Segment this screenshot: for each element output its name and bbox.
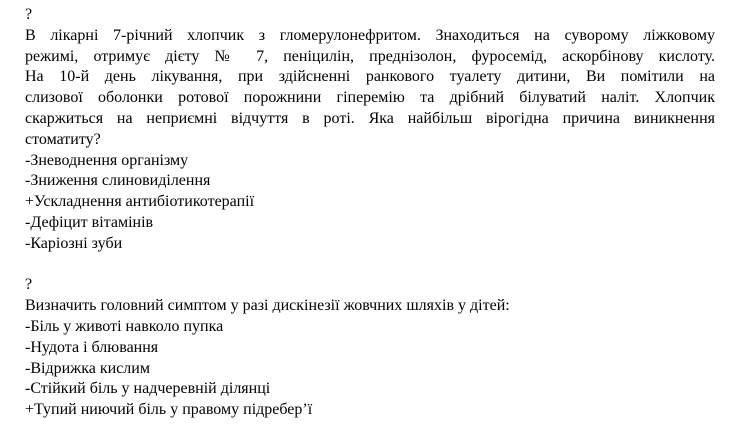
answer-option: -Зниження слиновиділення bbox=[25, 172, 211, 190]
answer-option-correct: +Ускладнення антибіотикотерапії bbox=[25, 193, 255, 211]
answer-option: -Біль у животі навколо пупка bbox=[25, 317, 224, 335]
question-stem-line: На 10-й день лікування, при здійсненні ранкового туалету дитини, Ви помітили на bbox=[25, 68, 715, 86]
question-stem-line: стоматиту? bbox=[25, 130, 101, 148]
answer-option: -Зневоднення організму bbox=[25, 151, 189, 169]
question-block-2 bbox=[25, 275, 715, 421]
answer-option-correct: +Тупий ниючий біль у правому підребер’ї bbox=[25, 401, 313, 419]
question-marker: ? bbox=[25, 6, 33, 23]
question-marker: ? bbox=[25, 276, 33, 294]
question-stem-line: В лікарні 7-річний хлопчик з гломерулонефритом. Знаходиться на суворому ліжковому bbox=[25, 26, 715, 44]
document-body bbox=[25, 5, 715, 421]
question-block-1 bbox=[25, 5, 715, 255]
question-stem-line: Визначить головний симптом у разі дискінезії жовчних шляхів у дітей: bbox=[25, 297, 510, 315]
question-stem-line: режимі, отримує дієту № 7, пеніцилін, преднізолон, фуросемід, аскорбінову кислоту. bbox=[25, 47, 715, 65]
paragraph-gap bbox=[25, 255, 715, 276]
answer-option: -Дефіцит вітамінів bbox=[25, 213, 154, 231]
answer-option: -Нудота і блювання bbox=[25, 338, 159, 356]
question-stem-line: слизової оболонки ротової порожнини гіперемію та дрібний білуватий наліт. Хлопчик bbox=[25, 89, 715, 107]
answer-option: -Каріозні зуби bbox=[25, 234, 123, 252]
question-stem-line: скаржиться на неприємні відчуття в роті. Яка найбільш вірогідна причина виникнення bbox=[25, 109, 715, 127]
answer-option: -Відрижка кислим bbox=[25, 359, 150, 377]
answer-option: -Стійкий біль у надчеревній ділянці bbox=[25, 380, 271, 398]
